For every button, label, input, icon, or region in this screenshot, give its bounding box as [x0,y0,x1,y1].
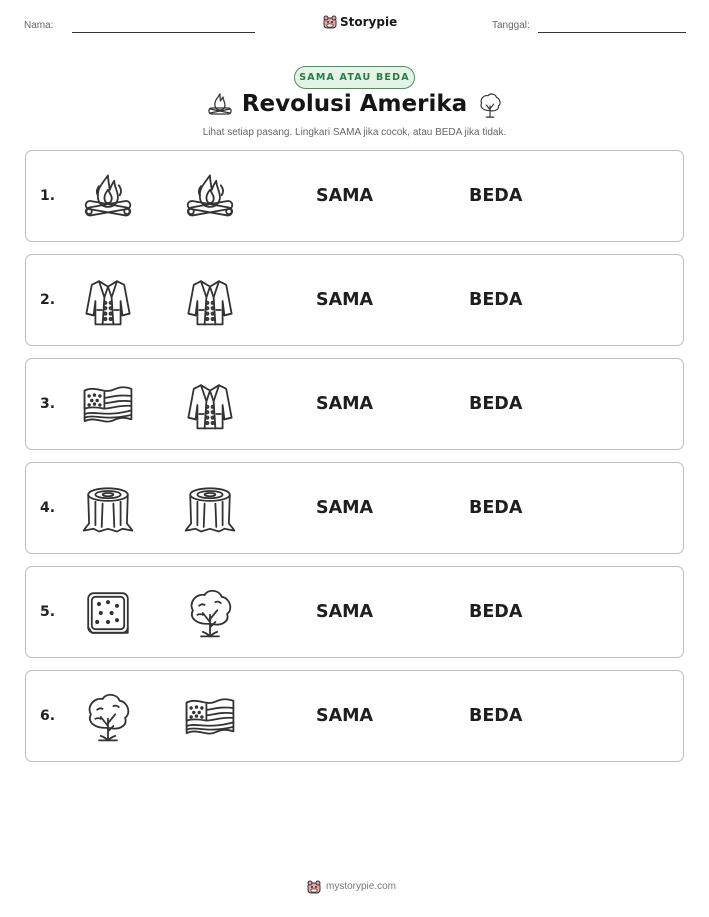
page-title: Revolusi Amerika [241,91,468,117]
option-different[interactable]: BEDA [469,290,523,310]
name-line[interactable] [72,32,255,33]
option-same[interactable]: SAMA [316,498,374,518]
question-number: 3. [40,396,56,412]
hardtack-cracker-icon [81,586,135,640]
instructions: Lihat setiap pasang. Lingkari SAMA jika cocok, atau BEDA jika tidak. [202,127,507,138]
storypie-mascot-icon [323,14,337,29]
option-different[interactable]: BEDA [469,602,523,622]
campfire-icon [183,170,237,224]
flag-icon [183,690,237,744]
activity-badge: SAMA ATAU BEDA [294,66,415,89]
footer-site: mystorypie.com [326,881,397,892]
option-same[interactable]: SAMA [316,602,374,622]
storypie-mascot-icon [307,879,321,894]
question-number: 1. [40,188,56,204]
colonial-coat-icon [81,274,135,328]
footer [307,879,396,894]
brand-logo [323,14,397,29]
flag-icon [81,378,135,432]
question-row [25,462,684,554]
option-different[interactable]: BEDA [469,186,523,206]
date-line[interactable] [538,32,686,33]
name-label: Nama: [24,20,54,31]
colonial-coat-icon [183,378,237,432]
tree-icon [81,690,135,744]
tree-stump-icon [81,482,135,536]
option-different[interactable]: BEDA [469,498,523,518]
question-row [25,254,684,346]
question-number: 4. [40,500,56,516]
question-row [25,150,684,242]
tree-icon [476,90,504,124]
option-different[interactable]: BEDA [469,706,523,726]
question-number: 5. [40,604,56,620]
question-row [25,670,684,762]
date-label: Tanggal: [492,20,530,31]
question-row [25,358,684,450]
option-same[interactable]: SAMA [316,186,374,206]
option-same[interactable]: SAMA [316,290,374,310]
question-row [25,566,684,658]
option-same[interactable]: SAMA [316,706,374,726]
tree-stump-icon [183,482,237,536]
question-number: 2. [40,292,56,308]
brand-name: Storypie [340,14,398,29]
question-number: 6. [40,708,56,724]
option-same[interactable]: SAMA [316,394,374,414]
campfire-icon [81,170,135,224]
tree-icon [183,586,237,640]
colonial-coat-icon [183,274,237,328]
option-different[interactable]: BEDA [469,394,523,414]
